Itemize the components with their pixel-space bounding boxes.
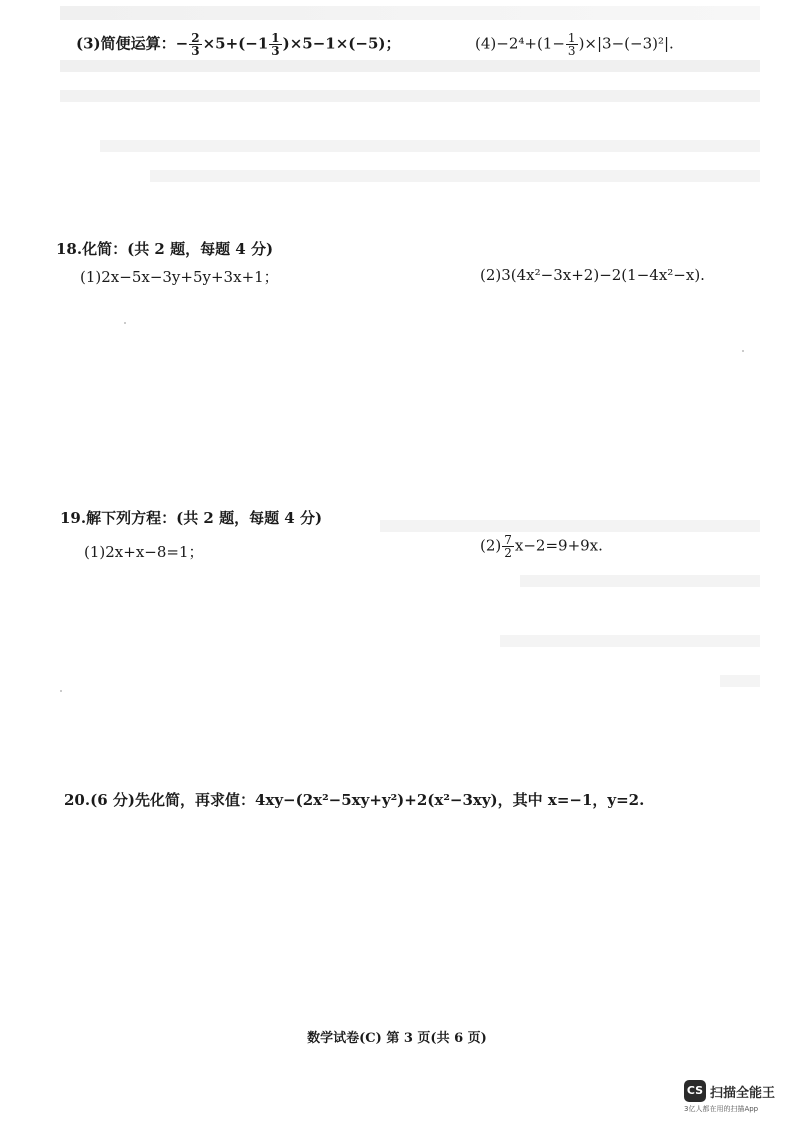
scan-speck [60,690,62,692]
camscanner-logo-icon: CS [684,1080,706,1102]
q19-part1: (1)2x+x−8=1； [84,543,204,561]
q19-part2 [480,534,603,559]
q17-part3-fraction-1 [189,32,201,57]
q17-part3-expr-a: − [175,34,189,53]
q20-text: 20.(6 分)先化简，再求值：4xy−(2x²−5xy+y²)+2(x²−3xy)，其中 x=−1，y=2. [64,791,645,809]
watermark-app-name: 扫描全能王 [710,1086,776,1101]
q17-part3-expr-b: ×5+(−1 [202,34,269,53]
q19-part2-label: (2) [480,536,502,555]
bleed-through-shade [520,575,760,587]
fraction-numerator: 1 [271,31,280,45]
bleed-through-shade [150,170,760,182]
fraction-numerator: 1 [567,31,576,45]
bleed-through-shade [100,140,760,152]
q17-part4-expr-a: −2⁴+(1− [496,34,565,53]
q19-part2-expr: x−2=9+9x. [514,536,603,555]
q18-part1: (1)2x−5x−3y+5y+3x+1； [80,268,279,286]
bleed-through-shade [60,90,760,102]
bleed-through-shade [60,6,760,20]
q17-part4-expr-b: )×|3−(−3)²|. [578,34,674,53]
q19-part2-fraction [502,534,514,559]
q17-part3-expr-c: )×5−1×(−5)； [282,34,401,53]
q17-part3-label: (3)简便运算： [76,34,176,53]
scan-speck [742,350,744,352]
fraction-denominator: 2 [504,546,512,560]
q17-part4 [475,32,674,57]
q17-part3 [76,32,401,57]
q18-title: 18.化简：(共 2 题，每题 4 分) [56,240,274,258]
page-footer: 数学试卷(C) 第 3 页(共 6 页) [307,1031,487,1046]
q17-part4-fraction [566,32,578,57]
q19-title: 19.解下列方程：(共 2 题，每题 4 分) [60,509,323,527]
fraction-denominator: 3 [567,44,576,58]
bleed-through-shade [60,60,760,72]
bleed-through-shade [500,635,760,647]
fraction-denominator: 3 [191,44,200,58]
q17-part4-label: (4) [475,34,497,53]
watermark-tagline: 3亿人都在用的扫描App [684,1105,759,1113]
fraction-numerator: 7 [504,533,512,547]
bleed-through-shade [380,520,760,532]
fraction-numerator: 2 [191,31,200,45]
q18-part2: (2)3(4x²−3x+2)−2(1−4x²−x). [480,266,705,284]
scan-speck [124,322,126,324]
q17-part3-fraction-2 [269,32,281,57]
bleed-through-shade [720,675,760,687]
fraction-denominator: 3 [271,44,280,58]
scanner-watermark [684,1080,788,1116]
